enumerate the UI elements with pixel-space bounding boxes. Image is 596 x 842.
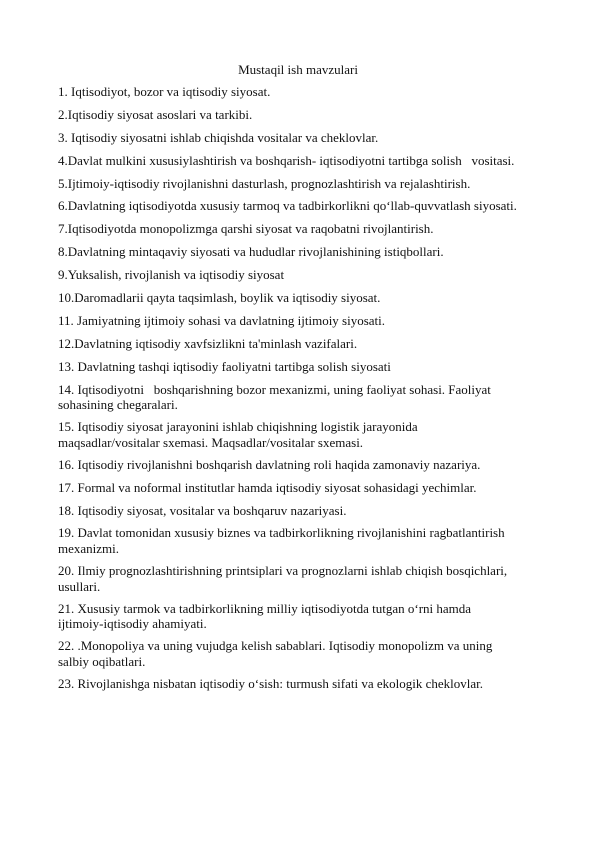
- topic-item-18: 18. Iqtisodiy siyosat, vositalar va boshqaruv nazariyasi.: [58, 502, 347, 518]
- topic-item-8: 8.Davlatning mintaqaviy siyosati va hududlar rivojlanishining istiqbollari.: [58, 244, 444, 260]
- topic-item-1: 1. Iqtisodiyot, bozor va iqtisodiy siyosat.: [58, 84, 271, 99]
- topic-item-6: 6.Davlatning iqtisodiyotda xususiy tarmoq va tadbirkorlikni qo‘llab-quvvatlash siyosati.: [58, 198, 517, 214]
- topic-item-12: 12.Davlatning iqtisodiy xavfsizlikni ta'minlash vazifalari.: [58, 335, 358, 351]
- topic-item-16: 16. Iqtisodiy rivojlanishni boshqarish davlatning roli haqida zamonaviy nazariya.: [58, 456, 481, 472]
- topic-item-10: 10.Daromadlarii qayta taqsimlash, boylik va iqtisodiy siyosat.: [58, 290, 381, 306]
- topic-item-4: 4.Davlat mulkini xususiylashtirish va boshqarish- iqtisodiyotni tartibga solish vositasi.: [58, 152, 515, 168]
- topic-item-17: 17. Formal va noformal institutlar hamda iqtisodiy siyosat sohasidagi yechimlar.: [58, 479, 477, 495]
- topic-item-14: 14. Iqtisodiyotni boshqarishning bozor mexanizmi, uning faoliyat sohasi. Faoliyat sohasining chegaralari.: [58, 381, 491, 413]
- topic-item-23: 23. Rivojlanishga nisbatan iqtisodiy o‘sish: turmush sifati va ekologik cheklovlar.: [58, 675, 483, 691]
- topic-item-5: 5.Ijtimoiy-iqtisodiy rivojlanishni dasturlash, prognozlashtirish va rejalashtirish.: [58, 175, 471, 191]
- topic-item-7: 7.Iqtisodiyotda monopolizmga qarshi siyosat va raqobatni rivojlantirish.: [58, 221, 434, 237]
- topic-item-2: 2.Iqtisodiy siyosat asoslari va tarkibi.: [58, 106, 253, 122]
- topic-item-19: 19. Davlat tomonidan xususiy biznes va tadbirkorlikning rivojlanishini ragbatlantirish mexanizmi.: [58, 525, 505, 556]
- topic-item-13: 13. Davlatning tashqi iqtisodiy faoliyatni tartibga solish siyosati: [58, 358, 391, 374]
- topic-item-20: 20. Ilmiy prognozlashtirishning printsiplari va prognozlarni ishlab chiqish bosqichlari, usullari.: [58, 563, 508, 594]
- topic-item-9: 9.Yuksalish, rivojlanish va iqtisodiy siyosat: [58, 267, 285, 283]
- topic-item-3: 3. Iqtisodiy siyosatni ishlab chiqishda vositalar va cheklovlar.: [58, 129, 379, 145]
- topic-item-11: 11. Jamiyatning ijtimoiy sohasi va davlatning ijtimoiy siyosati.: [58, 312, 386, 328]
- topic-item-15: 15. Iqtisodiy siyosat jarayonini ishlab chiqishning logistik jarayonida maqsadlar/vositalar sxemasi. Maqsadlar/vositalar sxemasi.: [58, 419, 418, 450]
- topic-item-21: 21. Xususiy tarmok va tadbirkorlikning milliy iqtisodiyotda tutgan o‘rni hamda ijtimoiy-iqtisodiy ahamiyati.: [58, 600, 472, 632]
- page-title: Mustaqil ish mavzulari: [238, 62, 358, 77]
- topic-list: [58, 84, 558, 699]
- topic-item-22: 22. .Monopoliya va uning vujudga kelish sabablari. Iqtisodiy monopolizm va uning salbiy oqibatlari.: [58, 638, 493, 669]
